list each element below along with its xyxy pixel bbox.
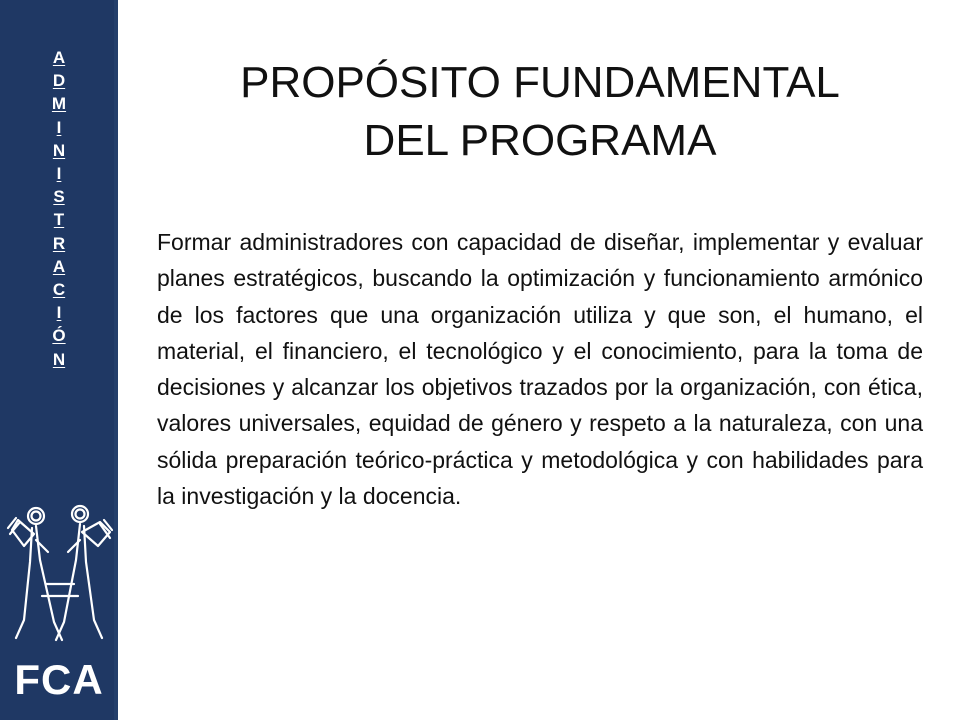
two-people-figure-icon	[6, 500, 114, 650]
vertical-letter: D	[52, 71, 66, 91]
vertical-letter: Ó	[52, 326, 66, 346]
vertical-letter: A	[52, 256, 66, 276]
title-line-2: DEL PROGRAMA	[363, 116, 717, 165]
vertical-letter: A	[52, 48, 66, 67]
vertical-letter: S	[53, 187, 65, 207]
vertical-letter: N	[52, 140, 66, 160]
vertical-letter: R	[52, 233, 66, 253]
slide-body-text: Formar administradores con capacidad de diseñar, implementar y evaluar planes estratégicos, buscando la optimización y funcionamiento armónico de los factores que una organización utiliza y que son, el humano, el material, el financiero, el tecnológico y el conocimiento, para la toma de decisiones y alcanzar los objetivos trazados por la organización, con ética, valores universales, equidad de género y respeto a la naturaleza, con una sólida preparación teórico-práctica y metodológica y con habilidades para la investigación y la docencia.	[157, 229, 923, 510]
fca-logo-text: FCA	[14, 656, 104, 703]
vertical-letter: I	[56, 303, 62, 323]
vertical-letter: I	[56, 117, 62, 137]
vertical-letter: T	[53, 210, 65, 230]
vertical-letter: I	[56, 164, 62, 184]
vertical-letter: M	[51, 94, 67, 114]
vertical-letter: C	[52, 280, 66, 300]
vertical-letter: N	[52, 349, 66, 369]
vertical-word-administracion	[0, 46, 118, 371]
sidebar-panel	[0, 0, 118, 720]
title-line-1: PROPÓSITO FUNDAMENTAL	[240, 58, 840, 107]
slide-title	[170, 54, 910, 170]
